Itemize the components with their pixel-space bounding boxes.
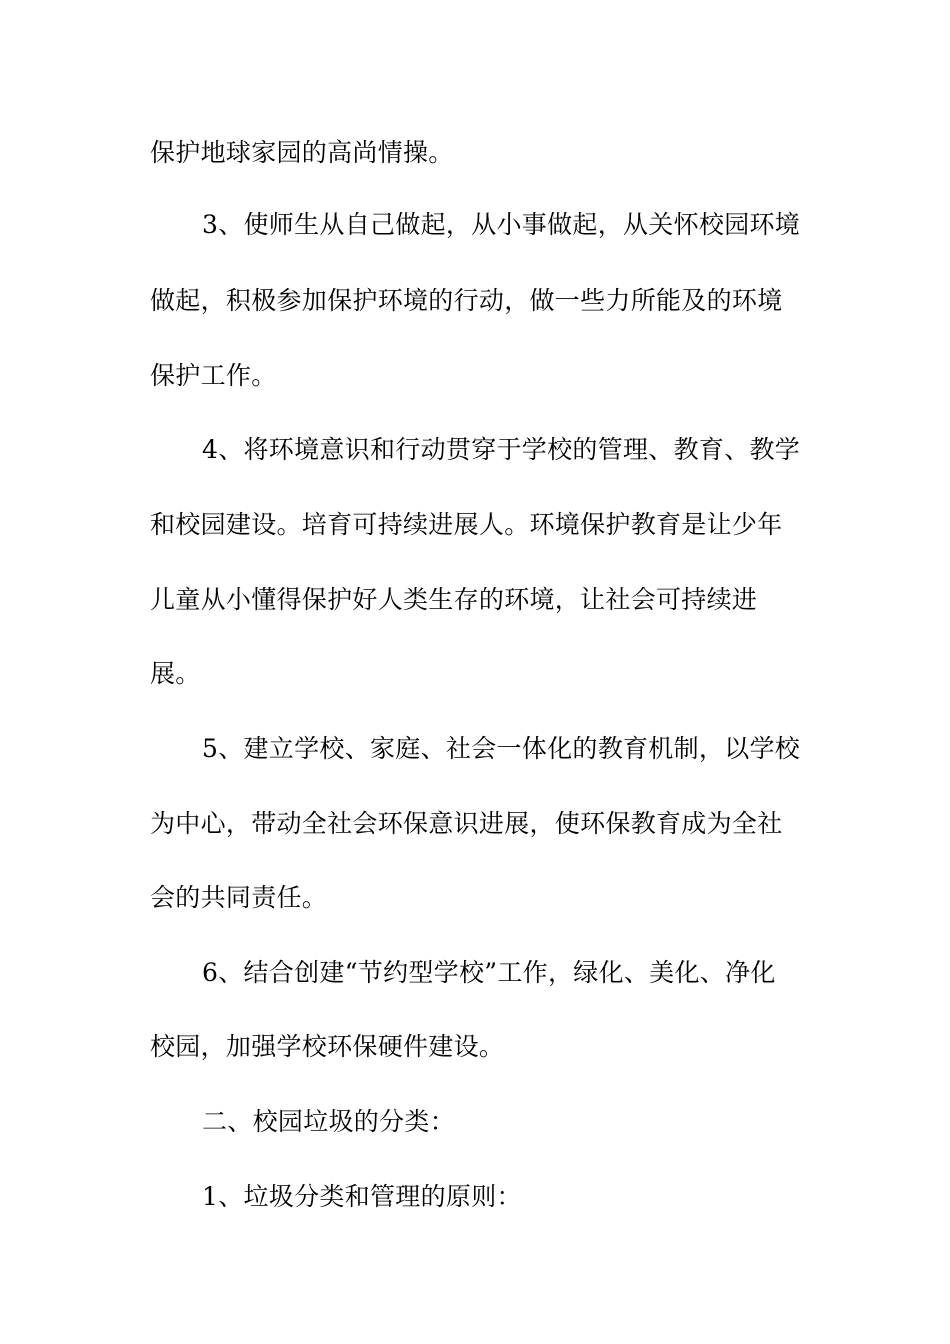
text-line: 校园，加强学校环保硬件建设。	[150, 1032, 505, 1061]
text-line: 为中心，带动全社会环保意识进展，使环保教育成为全社	[150, 809, 783, 838]
text-line: 保护工作。	[150, 361, 277, 390]
text-line: 展。	[150, 659, 201, 688]
text-line: 保护地球家园的高尚情操。	[150, 138, 454, 167]
text-line: 儿童从小懂得保护好人类生存的环境，让社会可持续进	[150, 585, 758, 614]
text-line: 6、结合创建“节约型学校”工作，绿化、美化、净化	[202, 958, 776, 987]
text-line: 3、使师生从自己做起，从小事做起，从关怀校园环境	[202, 210, 801, 239]
text-line: 4、将环境意识和行动贯穿于学校的管理、教育、教学	[202, 435, 801, 464]
text-line: 会的共同责任。	[150, 883, 328, 912]
subsection-heading: 1、垃圾分类和管理的原则：	[202, 1182, 522, 1211]
section-heading: 二、校园垃圾的分类：	[202, 1107, 456, 1136]
text-line: 和校园建设。培育可持续进展人。环境保护教育是让少年	[150, 510, 783, 539]
text-line: 做起，积极参加保护环境的行动，做一些力所能及的环境	[150, 286, 783, 315]
text-line: 5、建立学校、家庭、社会一体化的教育机制，以学校	[202, 734, 801, 763]
